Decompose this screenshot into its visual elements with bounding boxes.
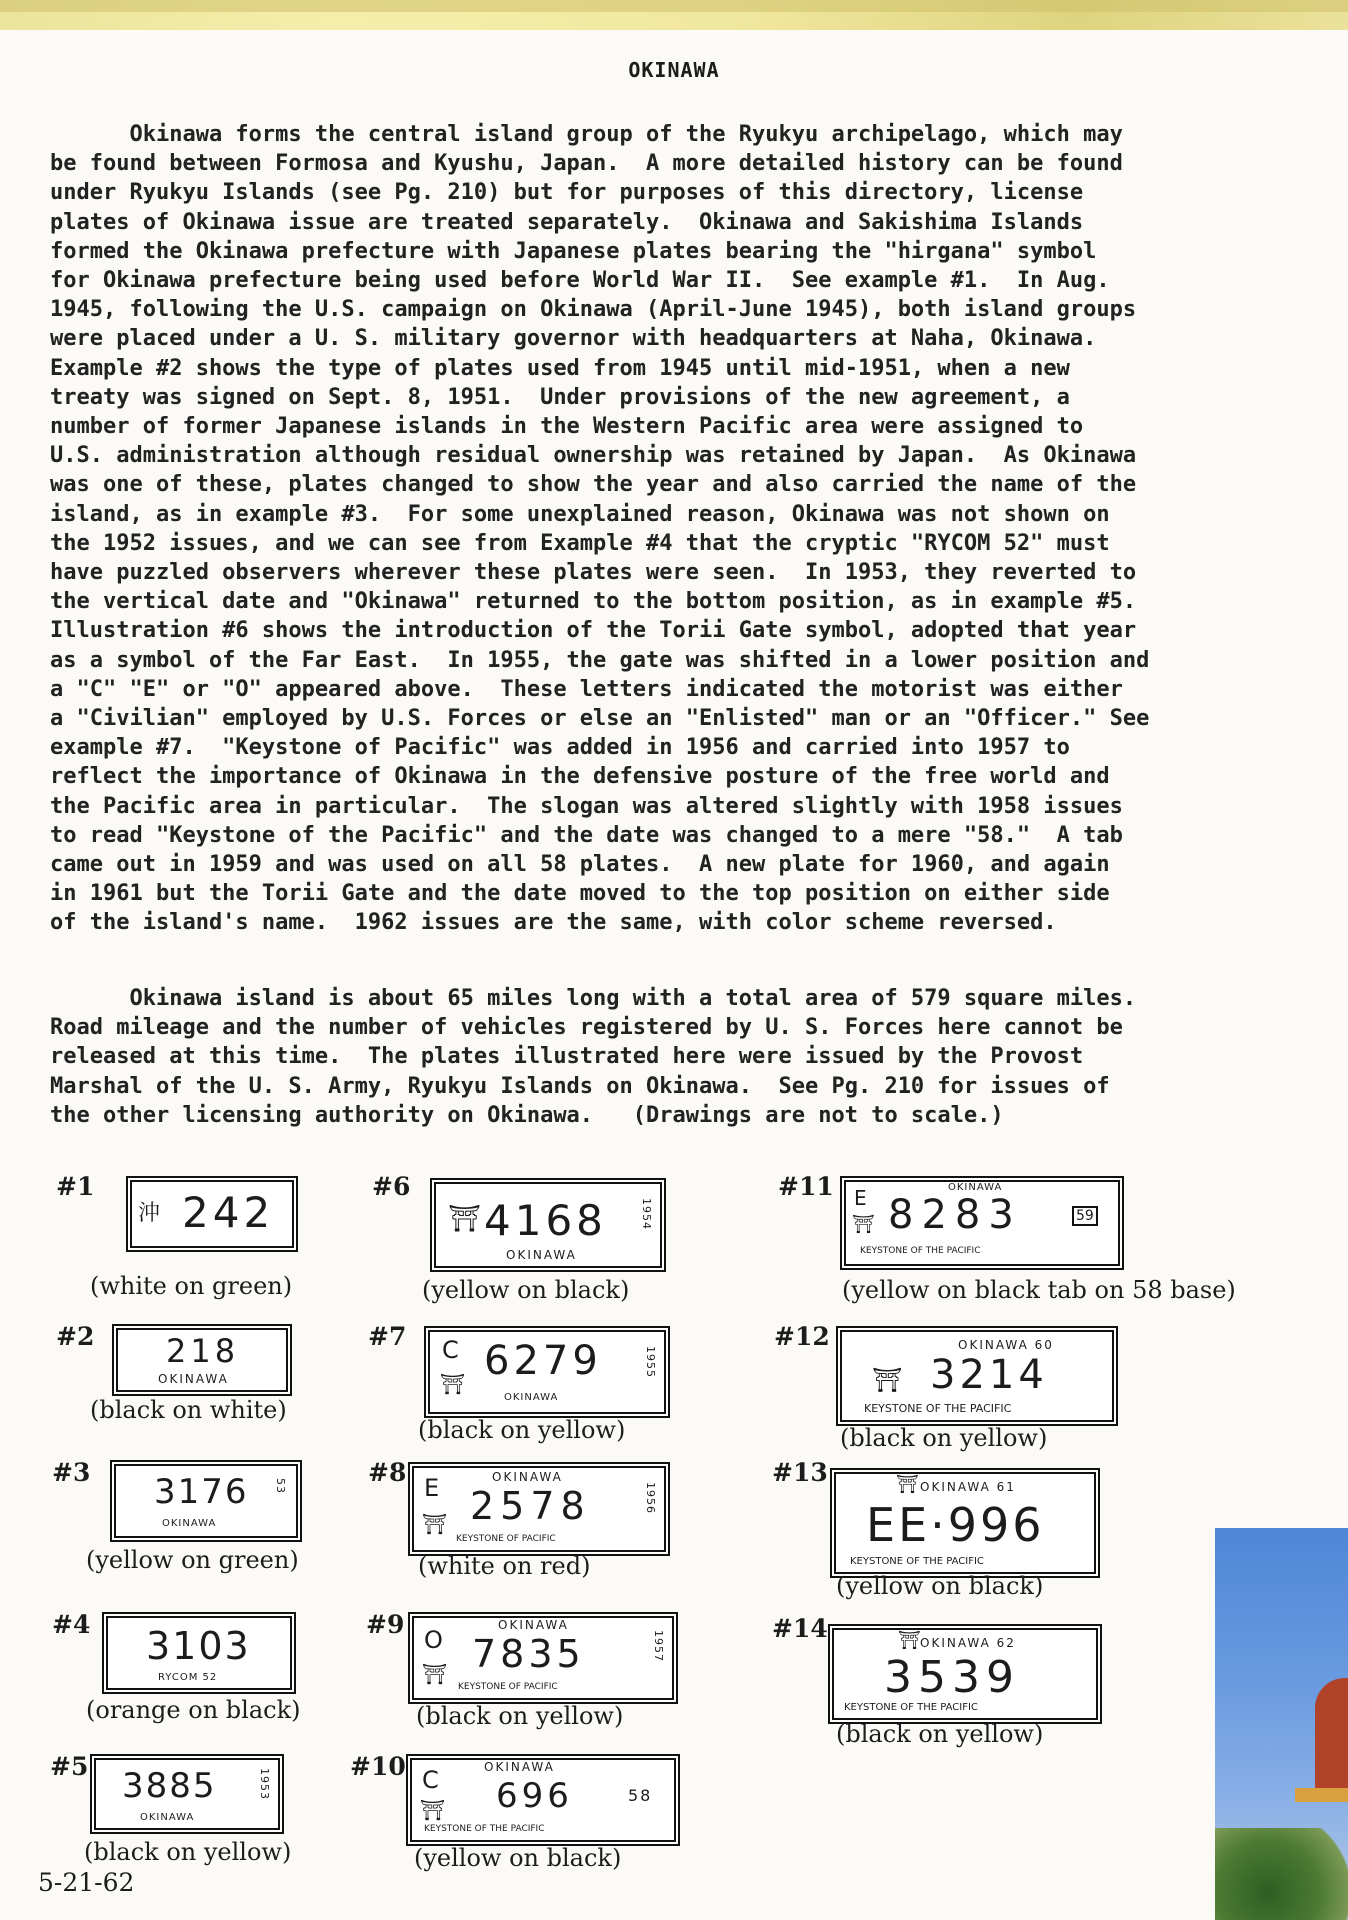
plate-name: OKINAWA	[162, 1518, 217, 1529]
plate-number: EE·996	[866, 1498, 1045, 1552]
class-letter: O	[424, 1626, 443, 1654]
example-number: #11	[778, 1172, 834, 1201]
plate-slogan: KEYSTONE OF THE PACIFIC	[424, 1824, 545, 1834]
torii-gate-icon: ⛩	[896, 1474, 919, 1495]
color-caption: (black on yellow)	[418, 1416, 626, 1444]
hiragana-symbol-icon: 沖	[138, 1201, 161, 1226]
example-number: #6	[372, 1172, 411, 1201]
pagoda-roof	[1315, 1678, 1348, 1798]
plate-number: 7835	[472, 1632, 585, 1676]
plate-year: 1955	[644, 1346, 657, 1378]
plate-name: OKINAWA 61	[920, 1480, 1016, 1494]
tree-foliage	[1215, 1828, 1348, 1920]
plate-slogan: KEYSTONE OF THE PACIFIC	[844, 1702, 978, 1713]
color-caption: (yellow on black)	[414, 1844, 622, 1872]
plate-name: OKINAWA	[140, 1812, 195, 1823]
plate-name: OKINAWA 60	[958, 1338, 1054, 1352]
plate-number: 8283	[888, 1192, 1022, 1238]
plate-name: OKINAWA	[484, 1760, 555, 1774]
plate-name: RYCOM 52	[158, 1672, 218, 1683]
plate-year: 53	[274, 1478, 287, 1494]
plate-slogan: KEYSTONE OF THE PACIFIC	[850, 1556, 984, 1567]
plate-name: OKINAWA	[158, 1372, 229, 1386]
plate-name: OKINAWA	[506, 1248, 577, 1262]
example-number: #10	[350, 1752, 406, 1781]
plate-drawing	[834, 1472, 1096, 1574]
torii-gate-icon: ⛩	[440, 1372, 466, 1396]
color-caption: (yellow on black)	[422, 1276, 630, 1304]
color-caption: (yellow on green)	[86, 1546, 299, 1574]
example-number: #8	[368, 1458, 407, 1487]
page-date: 5-21-62	[38, 1868, 135, 1897]
plate-name: OKINAWA 62	[920, 1636, 1016, 1650]
pagoda-photo	[1215, 1528, 1348, 1920]
plate-drawing	[412, 1616, 674, 1700]
plate-year: 58	[628, 1786, 653, 1805]
example-number: #3	[52, 1458, 91, 1487]
plate-number: 3539	[884, 1652, 1020, 1703]
torii-gate-icon: ⛩	[852, 1214, 875, 1235]
plate-drawing	[114, 1464, 298, 1538]
plate-drawing	[410, 1758, 676, 1842]
example-number: #4	[52, 1610, 91, 1639]
class-letter: E	[424, 1474, 440, 1502]
plate-name: OKINAWA	[504, 1392, 559, 1403]
plate-number: 696	[496, 1776, 573, 1816]
plate-number: 4168	[484, 1196, 607, 1245]
color-caption: (black on white)	[90, 1396, 287, 1424]
year-tab: 59	[1072, 1206, 1098, 1226]
torii-gate-icon: ⛩	[898, 1630, 921, 1651]
plate-number: 2578	[470, 1484, 591, 1528]
color-caption: (black on yellow)	[840, 1424, 1048, 1452]
plate-number: 6279	[484, 1338, 602, 1384]
plate-drawing	[844, 1180, 1120, 1266]
plate-slogan: KEYSTONE OF THE PACIFIC	[860, 1246, 981, 1256]
plate-drawing	[428, 1330, 666, 1414]
color-caption: (black on yellow)	[416, 1702, 624, 1730]
plate-number: 3885	[122, 1766, 217, 1806]
example-number: #14	[772, 1614, 828, 1643]
plate-drawing	[130, 1180, 294, 1248]
example-number: #2	[56, 1322, 95, 1351]
plate-drawing	[434, 1182, 662, 1268]
history-paragraph: Okinawa forms the central island group of the Ryukyu archipelago, which may be found between Formosa and Kyushu, Japan. A more detailed history can be found under Ryukyu Islands (see Pg. 210) but for purposes of this directory, license plates of Okinawa issue are treated separately. Okinawa and Sakishima Islands formed the Okinawa prefecture with Japanese plates bearing the "hirgana" symbol for Okinawa prefecture being used before World War II. See example #1. In Aug. 1945, following the U.S. campaign on Okinawa (April-June 1945), both island groups were placed under a U. S. military governor with headquarters at Naha, Okinawa. Example #2 shows the type of plates used from 1945 until mid-1951, when a new treaty was signed on Sept. 8, 1951. Under provisions of the new agreement, a number of former Japanese islands in the Western Pacific area were assigned to U.S. administration although residual ownership was retained by Japan. As Okinawa was one of these, plates changed to show the year and also carried the name of the island, as in example #3. For some unexplained reason, Okinawa was not shown on the 1952 issues, and we can see from Example #4 that the cryptic "RYCOM 52" must have puzzled observers wherever these plates were seen. In 1953, they reverted to the vertical date and "Okinawa" returned to the bottom position, as in example #5. Illustration #6 shows the introduction of the Torii Gate symbol, adopted that year as a symbol of the Far East. In 1955, the gate was shifted in a lower position and a "C" "E" or "O" appeared above. These letters indicated the motorist was either a "Civilian" employed by U.S. Forces or else an "Enlisted" man or an "Officer." See example #7. "Keystone of Pacific" was added in 1956 and carried into 1957 to reflect the importance of Okinawa in the defensive posture of the free world and the Pacific area in particular. The slogan was altered slightly with 1958 issues to read "Keystone of the Pacific" and the date was changed to a mere "58." A tab came out in 1959 and was used on all 58 plates. A new plate for 1960, and again in 1961 but the Torii Gate and the date moved to the top position on either side of the island's name. 1962 issues are the same, with color scheme reversed.	[50, 122, 1150, 936]
color-caption: (white on red)	[418, 1552, 591, 1580]
plate-number: 218	[166, 1332, 240, 1370]
color-caption: (black on yellow)	[836, 1720, 1044, 1748]
class-letter: C	[442, 1336, 459, 1364]
example-number: #7	[368, 1322, 407, 1351]
plate-number: 3103	[146, 1624, 251, 1668]
facts-paragraph: Okinawa island is about 65 miles long with a total area of 579 square miles. Road mileage and the number of vehicles registered by U. S. Forces here cannot be released at this time. The plates illustrated here were issued by the Provost Marshal of the U. S. Army, Ryukyu Islands on Okinawa. See Pg. 210 for issues of the other licensing authority on Okinawa. (Drawings are not to scale.)	[50, 986, 1137, 1128]
plate-drawing	[840, 1330, 1114, 1422]
example-number: #9	[366, 1610, 405, 1639]
plate-name: OKINAWA	[498, 1618, 569, 1632]
plate-year: 1954	[640, 1198, 653, 1230]
example-number: #13	[772, 1458, 828, 1487]
page-title: OKINAWA	[628, 58, 720, 82]
example-number: #1	[56, 1172, 95, 1201]
color-caption: (black on yellow)	[84, 1838, 292, 1866]
plate-year: 1956	[644, 1482, 657, 1514]
example-number: #12	[774, 1322, 830, 1351]
torii-gate-icon: ⛩	[872, 1366, 903, 1394]
plate-year: 1953	[258, 1768, 271, 1800]
class-letter: C	[422, 1766, 439, 1794]
page-stain-edge	[0, 0, 1348, 12]
plate-number: 3176	[154, 1472, 249, 1512]
plate-drawing	[832, 1628, 1098, 1720]
plate-drawing	[94, 1758, 280, 1830]
torii-gate-icon: ⛩	[420, 1798, 446, 1822]
plate-number: 3214	[930, 1352, 1048, 1398]
torii-gate-icon: ⛩	[422, 1662, 448, 1686]
plate-slogan: KEYSTONE OF PACIFIC	[458, 1682, 558, 1692]
plate-drawing	[412, 1466, 666, 1552]
plate-drawing	[106, 1616, 292, 1690]
torii-gate-icon: ⛩	[448, 1204, 482, 1234]
plate-name: OKINAWA	[948, 1182, 1003, 1193]
color-caption: (yellow on black)	[836, 1572, 1044, 1600]
pagoda-eave	[1295, 1788, 1348, 1802]
plate-year: 1957	[652, 1630, 665, 1662]
plate-slogan: KEYSTONE OF PACIFIC	[456, 1534, 556, 1544]
color-caption: (orange on black)	[86, 1696, 301, 1724]
plate-name: OKINAWA	[492, 1470, 563, 1484]
color-caption: (yellow on black tab on 58 base)	[842, 1276, 1236, 1304]
plate-drawing	[116, 1328, 288, 1392]
class-letter: E	[854, 1186, 867, 1210]
color-caption: (white on green)	[90, 1272, 293, 1300]
torii-gate-icon: ⛩	[422, 1512, 448, 1536]
example-number: #5	[50, 1752, 89, 1781]
plate-slogan: KEYSTONE OF THE PACIFIC	[864, 1402, 1012, 1415]
plate-number: 242	[182, 1188, 275, 1237]
